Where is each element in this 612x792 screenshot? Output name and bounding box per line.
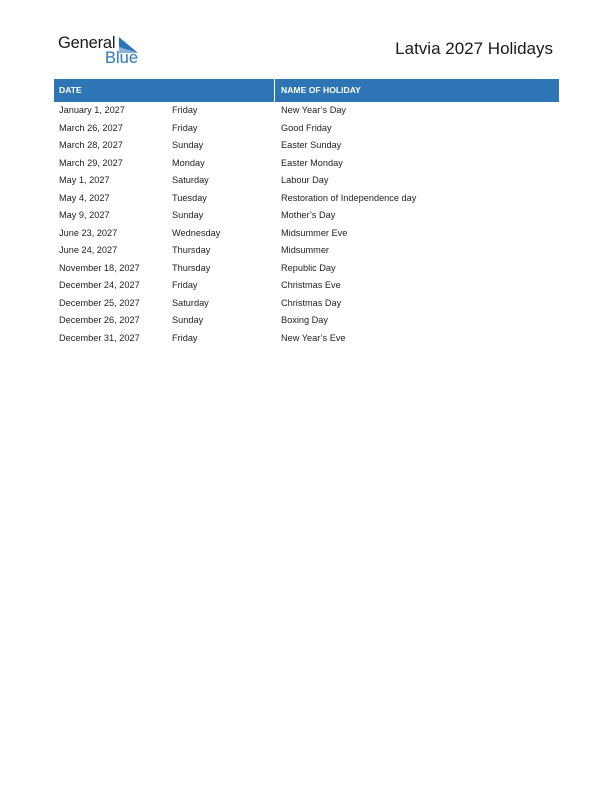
row-weekday: Sunday	[172, 315, 204, 325]
row-holiday-name: Christmas Day	[281, 297, 342, 308]
row-date: January 1, 2027	[59, 105, 125, 115]
row-weekday: Wednesday	[172, 227, 221, 238]
row-date: November 18, 2027	[59, 262, 140, 273]
row-date: March 29, 2027	[59, 157, 123, 168]
table-row	[54, 330, 559, 348]
row-weekday: Friday	[172, 122, 198, 133]
row-holiday-name: Boxing Day	[281, 315, 328, 325]
row-holiday-name: Labour Day	[281, 175, 329, 185]
row-date: June 24, 2027	[59, 245, 118, 255]
row-date: December 31, 2027	[59, 332, 140, 343]
row-weekday: Saturday	[172, 297, 209, 308]
row-date: June 23, 2027	[59, 227, 118, 238]
table-row	[54, 207, 559, 225]
row-holiday-name: Good Friday	[281, 122, 332, 133]
table-row	[54, 190, 559, 208]
table-row	[54, 120, 559, 138]
table-row	[54, 137, 559, 155]
holiday-table	[54, 79, 559, 347]
page-title: Latvia 2027 Holidays	[395, 39, 553, 58]
row-weekday: Friday	[172, 280, 198, 290]
table-header	[54, 79, 559, 102]
row-weekday: Thursday	[172, 262, 211, 273]
logo-text-blue: Blue	[105, 49, 139, 67]
row-holiday-name: Easter Sunday	[281, 140, 342, 150]
table-row	[54, 172, 559, 190]
table-row	[54, 312, 559, 330]
row-date: May 9, 2027	[59, 210, 110, 220]
row-weekday: Friday	[172, 105, 198, 115]
table-row	[54, 260, 559, 278]
row-weekday: Thursday	[172, 245, 211, 255]
table-row	[54, 102, 559, 120]
row-holiday-name: Republic Day	[281, 262, 336, 273]
row-weekday: Monday	[172, 157, 205, 168]
logo	[58, 34, 148, 68]
table-row	[54, 277, 559, 295]
table-body	[54, 102, 559, 347]
row-weekday: Friday	[172, 332, 198, 343]
row-holiday-name: Midsummer Eve	[281, 227, 348, 238]
row-date: December 24, 2027	[59, 280, 140, 290]
header-date: DATE	[54, 79, 275, 102]
row-date: March 26, 2027	[59, 122, 123, 133]
table-row	[54, 225, 559, 243]
row-date: May 1, 2027	[59, 175, 110, 185]
row-date: December 26, 2027	[59, 315, 140, 325]
row-date: May 4, 2027	[59, 192, 110, 203]
row-holiday-name: Midsummer	[281, 245, 329, 255]
row-weekday: Sunday	[172, 140, 204, 150]
table-row	[54, 242, 559, 260]
row-holiday-name: Restoration of Independence day	[281, 192, 417, 203]
row-weekday: Tuesday	[172, 192, 207, 203]
row-date: March 28, 2027	[59, 140, 123, 150]
row-holiday-name: Easter Monday	[281, 157, 343, 168]
row-weekday: Sunday	[172, 210, 204, 220]
logo-text-general: General	[58, 34, 116, 52]
row-holiday-name: New Year’s Eve	[281, 332, 346, 343]
row-holiday-name: New Year’s Day	[281, 105, 347, 115]
row-holiday-name: Christmas Eve	[281, 280, 341, 290]
table-row	[54, 155, 559, 173]
row-date: December 25, 2027	[59, 297, 140, 308]
header-holiday-name: NAME OF HOLIDAY	[281, 85, 361, 95]
table-row	[54, 295, 559, 313]
row-holiday-name: Mother’s Day	[281, 210, 336, 220]
row-weekday: Saturday	[172, 175, 209, 185]
